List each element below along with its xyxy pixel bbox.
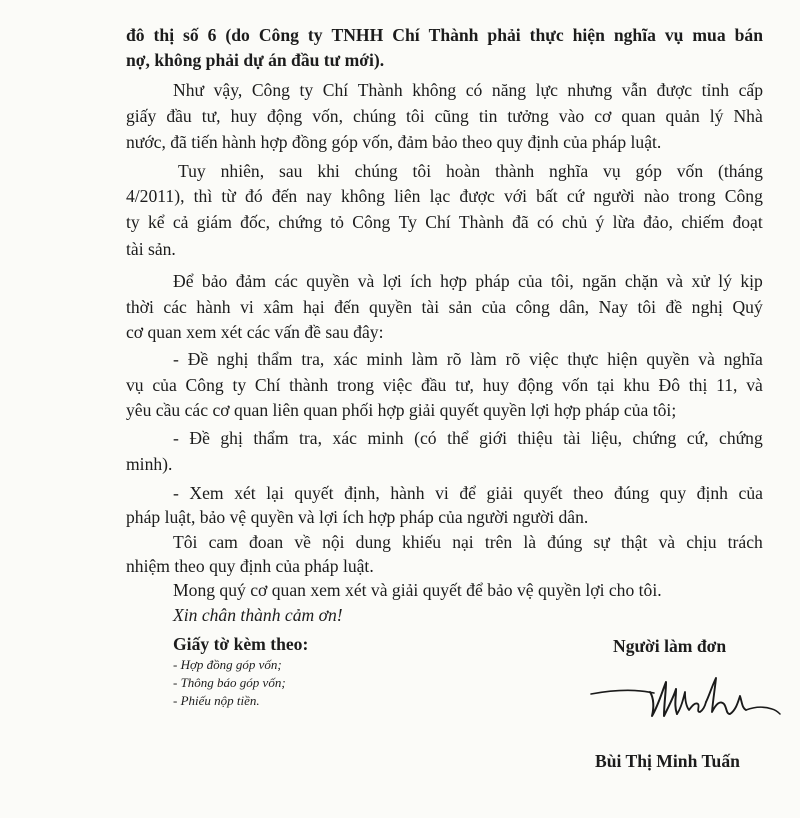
paragraph-line: giấy đầu tư, huy động vốn, chúng tôi cũng tin tưởng vào cơ quan quản lý Nhà bbox=[126, 106, 763, 126]
closing-line: Xin chân thành cảm ơn! bbox=[173, 605, 343, 625]
signer-name: Bùi Thị Minh Tuấn bbox=[595, 751, 740, 771]
paragraph-line: Mong quý cơ quan xem xét và giải quyết để bảo vệ quyền lợi cho tôi. bbox=[173, 580, 662, 600]
attachment-item: - Hợp đồng góp vốn; bbox=[173, 657, 282, 672]
paragraph-line: Tuy nhiên, sau khi chúng tôi hoàn thành nghĩa vụ góp vốn (tháng bbox=[178, 161, 763, 181]
paragraph-line: Như vậy, Công ty Chí Thành không có năng lực nhưng vẫn được tỉnh cấp bbox=[173, 80, 763, 100]
paragraph-line: đô thị số 6 (do Công ty TNHH Chí Thành phải thực hiện nghĩa vụ mua bán bbox=[126, 25, 763, 45]
paragraph-line: minh). bbox=[126, 454, 173, 474]
paragraph-line: - Đề ghị thẩm tra, xác minh (có thể giới thiệu tài liệu, chứng cứ, chứng bbox=[173, 428, 763, 448]
paragraph-line: pháp luật, bảo vệ quyền và lợi ích hợp pháp của người người dân. bbox=[126, 507, 589, 527]
handwritten-signature bbox=[588, 674, 783, 726]
paragraph-line: nước, đã tiến hành hợp đồng góp vốn, đảm bảo theo quy định của pháp luật. bbox=[126, 132, 662, 152]
paragraph-line: - Đề nghị thẩm tra, xác minh làm rõ làm rõ việc thực hiện quyền và nghĩa bbox=[173, 349, 763, 369]
paragraph-line: nợ, không phải dự án đầu tư mới). bbox=[126, 50, 385, 70]
paragraph-line: vụ của Công ty Chí thành trong việc đầu tư, huy động vốn tại khu Đô thị 11, và bbox=[126, 375, 763, 395]
attachment-item: - Phiếu nộp tiền. bbox=[173, 693, 260, 708]
paragraph-line: - Xem xét lại quyết định, hành vi để giải quyết theo đúng quy định của bbox=[173, 483, 763, 503]
paragraph-line: cơ quan xem xét các vấn đề sau đây: bbox=[126, 322, 384, 342]
paragraph-line: thời các hành vi xâm hại đến quyền tài sản của công dân, Nay tôi đề nghị Quý bbox=[126, 297, 763, 317]
signer-title: Người làm đơn bbox=[613, 636, 727, 656]
paragraph-line: 4/2011), thì từ đó đến nay không liên lạc được với bất cứ người nào trong Công bbox=[126, 186, 763, 206]
attachments-heading: Giấy tờ kèm theo: bbox=[173, 634, 309, 654]
paragraph-line: ty kể cả giám đốc, chứng tỏ Công Ty Chí Thành đã có chủ ý lừa đảo, chiếm đoạt bbox=[126, 212, 763, 232]
paragraph-line: Để bảo đảm các quyền và lợi ích hợp pháp của tôi, ngăn chặn và xử lý kịp bbox=[173, 271, 763, 291]
paragraph-line: nhiệm theo quy định của pháp luật. bbox=[126, 556, 374, 576]
paragraph-line: Tôi cam đoan về nội dung khiếu nại trên là đúng sự thật và chịu trách bbox=[173, 532, 763, 552]
paragraph-line: yêu cầu các cơ quan liên quan phối hợp giải quyết quyền lợi hợp pháp của tôi; bbox=[126, 400, 677, 420]
attachment-item: - Thông báo góp vốn; bbox=[173, 675, 286, 690]
paragraph-line: tài sản. bbox=[126, 239, 176, 259]
